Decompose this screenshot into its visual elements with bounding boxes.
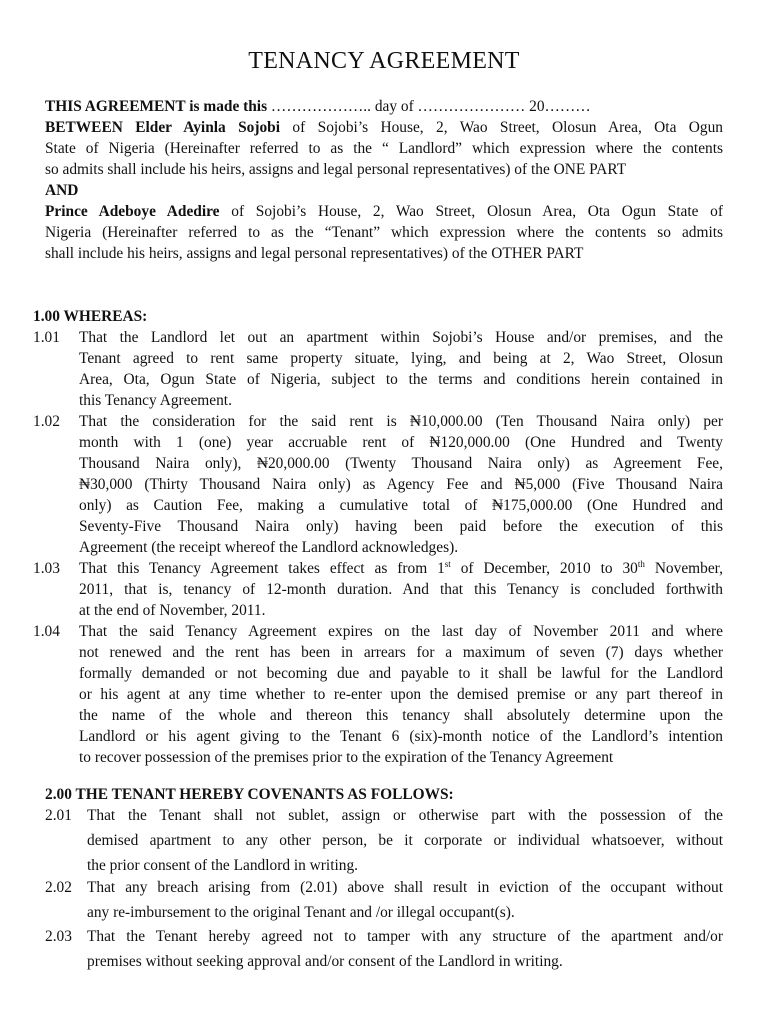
clause-1-01-line: Tenant agreed to rent same property situate, lying, and being at 2, Wao Street, Olosun xyxy=(79,350,723,367)
tenant-line-3: shall include his heirs, assigns and legal personal representatives) of the OTHER PART xyxy=(45,245,584,262)
and-separator: AND xyxy=(45,182,79,199)
clause-2-01-line: demised apartment to any other person, be it corporate or individual whatsoever, without xyxy=(87,832,723,849)
clause-2-02-line: any re-imbursement to the original Tenant and /or illegal occupant(s). xyxy=(87,904,515,921)
ordinal-suffix: st xyxy=(444,559,451,569)
landlord-name: BETWEEN Elder Ayinla Sojobi xyxy=(45,119,281,136)
clause-1-02-line: Seventy-Five Thousand Naira only) having been paid before the execution of this xyxy=(79,518,723,535)
clause-2-03-line: That the Tenant hereby agreed not to tamper with any structure of the apartment and/or xyxy=(87,928,723,945)
section-1-heading: 1.00 WHEREAS: xyxy=(33,308,148,325)
clause-text: of December, 2010 to 30 xyxy=(450,560,638,577)
tenant-address: of Sojobi’s House, 2, Wao Street, Olosun Area, Ota Ogun State of xyxy=(219,203,723,220)
clause-number: 1.04 xyxy=(33,623,60,640)
date-blanks: ……………….. day of ………………… 20……… xyxy=(267,98,591,115)
clause-number: 1.02 xyxy=(33,413,60,430)
clause-1-03-line: 2011, that is, tenancy of 12-month duration. And that this Tenancy is concluded forthwith xyxy=(79,581,723,598)
clause-number: 2.03 xyxy=(45,928,72,945)
clause-text: November, xyxy=(644,560,724,577)
page-title: TENANCY AGREEMENT xyxy=(248,48,520,74)
clause-1-02-line: That the consideration for the said rent is ₦10,000.00 (Ten Thousand Naira only) per xyxy=(79,413,723,430)
clause-1-04-line: not renewed and the rent has been in arrears for a maximum of seven (7) days whether xyxy=(79,644,723,661)
clause-1-03-line xyxy=(79,559,723,579)
clause-number: 1.01 xyxy=(33,329,60,346)
section-2-heading: 2.00 THE TENANT HEREBY COVENANTS AS FOLLOWS: xyxy=(45,786,454,803)
clause-1-02-line: month with 1 (one) year accruable rent of ₦120,000.00 (One Hundred and Twenty xyxy=(79,434,723,451)
clause-1-04-line: the name of the whole and thereon this tenancy shall absolutely determine upon the xyxy=(79,707,723,724)
clause-1-02-line: Thousand Naira only), ₦20,000.00 (Twenty Thousand Naira only) as Agreement Fee, xyxy=(79,455,723,472)
clause-number: 2.02 xyxy=(45,879,72,896)
landlord-line-3: so admits shall include his heirs, assigns and legal personal representatives) of the ONE PART xyxy=(45,161,627,178)
agreement-intro: THIS AGREEMENT is made this xyxy=(45,98,268,115)
clause-1-04-line: That the said Tenancy Agreement expires on the last day of November 2011 and where xyxy=(79,623,723,640)
clause-2-01-line: the prior consent of the Landlord in writing. xyxy=(87,857,358,874)
clause-1-04-line: Landlord or his agent giving to the Tenant 6 (six)-month notice of the Landlord’s intention xyxy=(79,728,723,745)
tenant-line-2: Nigeria (Hereinafter referred to as the “Tenant” which expression where the contents so admits xyxy=(45,224,723,241)
clause-text: That this Tenancy Agreement takes effect as from 1 xyxy=(79,560,445,577)
landlord-line-1 xyxy=(45,118,723,138)
clause-2-02-line: That any breach arising from (2.01) above shall result in eviction of the occupant without xyxy=(87,879,723,896)
clause-1-02-line: only) as Caution Fee, making a cumulative total of ₦175,000.00 (One Hundred and xyxy=(79,497,723,514)
landlord-line-2: State of Nigeria (Hereinafter referred to as the “ Landlord” which expression where the contents xyxy=(45,140,723,157)
clause-1-01-line: Area, Ota, Ogun State of Nigeria, subject to the terms and conditions herein contained in xyxy=(79,371,723,388)
clause-1-03-line: at the end of November, 2011. xyxy=(79,602,266,619)
clause-1-01-line: this Tenancy Agreement. xyxy=(79,392,232,409)
agreement-date-line xyxy=(45,97,723,117)
clause-2-03-line: premises without seeking approval and/or consent of the Landlord in writing. xyxy=(87,953,563,970)
clause-1-02-line: ₦30,000 (Thirty Thousand Naira only) as Agency Fee and ₦5,000 (Five Thousand Naira xyxy=(79,476,723,493)
clause-number: 2.01 xyxy=(45,807,72,824)
clause-1-01-line: That the Landlord let out an apartment within Sojobi’s House and/or premises, and the xyxy=(79,329,723,346)
clause-2-01-line: That the Tenant shall not sublet, assign or otherwise part with the possession of the xyxy=(87,807,723,824)
landlord-address: of Sojobi’s House, 2, Wao Street, Olosun Area, Ota Ogun xyxy=(280,119,723,136)
ordinal-suffix: th xyxy=(637,559,645,569)
clause-1-04-line: or his agent at any time whether to re-enter upon the demised premise or any part thereof in xyxy=(79,686,723,703)
tenant-line-1 xyxy=(45,202,723,222)
clause-1-04-line: to recover possession of the premises prior to the expiration of the Tenancy Agreement xyxy=(79,749,614,766)
tenant-name: Prince Adeboye Adedire xyxy=(45,203,220,220)
clause-1-04-line: formally demanded or not becoming due and payable to it shall be lawful for the Landlord xyxy=(79,665,723,682)
clause-1-02-line: Agreement (the receipt whereof the Landlord acknowledges). xyxy=(79,539,459,556)
clause-number: 1.03 xyxy=(33,560,60,577)
